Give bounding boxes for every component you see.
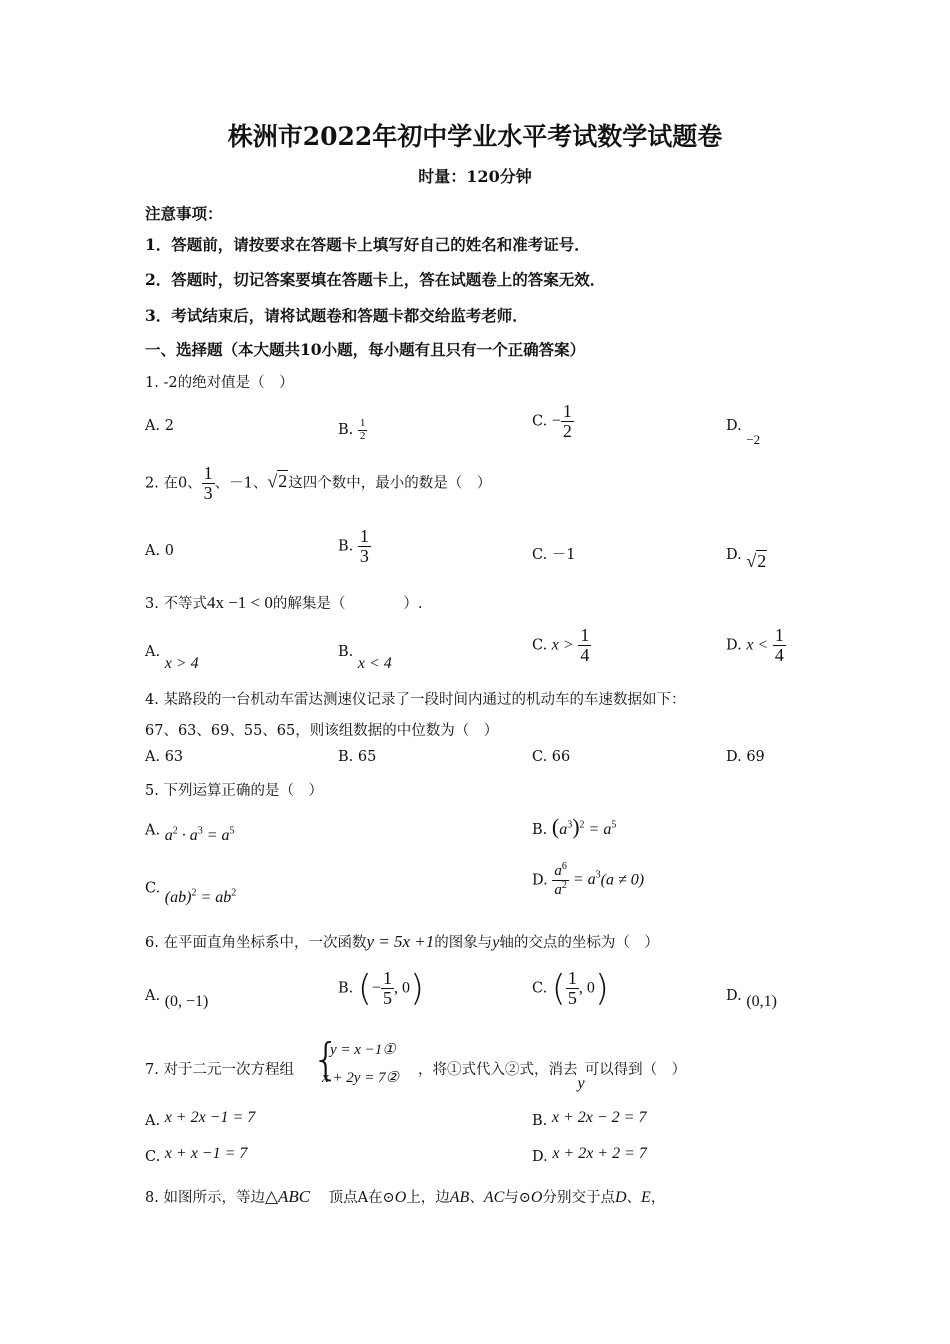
question-5-stem: 5. 下列运算正确的是（ ） <box>145 783 323 799</box>
q3-option-c: C. x > $\frac{1}{4}$ <box>532 625 590 665</box>
notice-item-3: 3．考试结束后，请将试题卷和答题卡都交给监考老师． <box>145 306 528 325</box>
question-4-line-1: 4. 某路段的一台机动车雷达测速仪记录了一段时间内通过的机动车的车速数据如下： <box>145 692 686 708</box>
q1-option-b: B. $\frac{1}{2}$ <box>338 417 366 442</box>
fraction: $\frac{1}{3}$ <box>203 463 213 503</box>
sqrt-symbol: √2 <box>746 551 767 571</box>
fraction: $\frac{1}{2}$ <box>562 401 572 441</box>
fraction: $\frac{a^6}{a^2}$ <box>554 861 567 898</box>
q5-option-c: C. $(ab)^2 = ab^2$ <box>145 880 237 907</box>
q4-option-c: C. 66 <box>532 749 571 765</box>
notice-item-1: 1．答题前，请按要求在答题卡上填写好自己的姓名和准考证号． <box>145 235 590 254</box>
q7-option-d: D. x + 2x + 2 = 7 <box>532 1145 647 1165</box>
q7-option-a: A. x + 2x −1 = 7 <box>145 1109 256 1129</box>
q5-option-b: B. $(a^3)^2 = a^5$ <box>532 814 617 839</box>
fraction: $\frac{1}{5}$ <box>567 968 577 1008</box>
q5-option-d: D. $\frac{a^6}{a^2}$ = $a^3(a \ne 0)$ <box>532 861 645 898</box>
q1-option-a: A. 2 <box>145 418 174 434</box>
system-brace: { <box>312 1034 340 1085</box>
section-heading: 一、选择题（本大题共10小题，每小题有且只有一个正确答案） <box>145 340 586 359</box>
question-1-stem: 1. -2的绝对值是（ ） <box>145 375 294 391</box>
q4-option-b: B. 65 <box>338 749 377 765</box>
q6-option-d: D. (0,1) <box>726 988 777 1010</box>
q3-option-b: B. x < 4 <box>338 644 392 672</box>
q6-option-c: C. ( $\frac{1}{5}$ , 0) <box>532 968 609 1009</box>
question-3-stem: 3. 不等式4x −1 < 0的解集是（ ）. <box>145 593 423 612</box>
question-7-pre: 7. 对于二元一次方程组 <box>145 1062 294 1078</box>
fraction: $\frac{1}{2}$ <box>359 417 366 442</box>
question-4-line-2: 67、63、69、55、65，则该组数据的中位数为（ ） <box>145 723 499 739</box>
q7-option-c: C. x + x −1 = 7 <box>145 1145 248 1165</box>
equation-1: y = x −1① <box>330 1042 396 1058</box>
fraction: $\frac{1}{4}$ <box>774 625 784 665</box>
q6-option-b: B. (− $\frac{1}{5}$ , 0) <box>338 968 424 1009</box>
fraction: $\frac{1}{3}$ <box>359 526 369 566</box>
q2-option-c: C. －1 <box>532 547 576 563</box>
q5-option-a: A. $a^2 \cdot a^3 = a^5$ <box>145 822 235 845</box>
q4-option-d: D. 69 <box>726 749 765 765</box>
q3-option-d: D. x < $\frac{1}{4}$ <box>726 625 784 665</box>
q2-option-d: D. √2 <box>726 547 767 571</box>
q6-option-a: A. (0, −1) <box>145 988 209 1010</box>
fraction: $\frac{1}{5}$ <box>382 968 392 1008</box>
page-title: 株洲市2022年初中学业水平考试数学试题卷 <box>227 122 723 151</box>
q3-option-a: A. x > 4 <box>145 644 199 672</box>
q1-option-c: C. − $\frac{1}{2}$ <box>532 401 572 441</box>
q2-option-a: A. 0 <box>145 543 174 559</box>
notice-heading: 注意事项： <box>145 204 223 223</box>
q7-option-b: B. x + 2x − 2 = 7 <box>532 1109 647 1129</box>
fraction: $\frac{1}{4}$ <box>580 625 590 665</box>
question-7-post: ，将①式代入②式，消去y可以得到（ ） <box>418 1062 687 1092</box>
question-8-stem: 8. 如图所示，等边△ABC 顶点A在⊙O上，边AB、AC与⊙O分别交于点D、E， <box>145 1187 666 1206</box>
exam-duration: 时量：120分钟 <box>418 167 532 186</box>
q2-option-b: B. $\frac{1}{3}$ <box>338 526 369 566</box>
question-6-stem: 6. 在平面直角坐标系中，一次函数y = 5x +1的图象与y轴的交点的坐标为（ ） <box>145 932 659 951</box>
question-2-stem: 2. 在0、 $\frac{1}{3}$ 、－1、√2这四个数中，最小的数是（ ） <box>145 463 492 503</box>
q4-option-a: A. 63 <box>145 749 184 765</box>
notice-item-2: 2．答题时，切记答案要填在答题卡上，答在试题卷上的答案无效． <box>145 270 606 289</box>
q1-option-d: D. −2 <box>726 418 761 447</box>
equation-2: x + 2y = 7② <box>322 1070 400 1086</box>
sqrt-symbol: √2 <box>267 471 288 492</box>
